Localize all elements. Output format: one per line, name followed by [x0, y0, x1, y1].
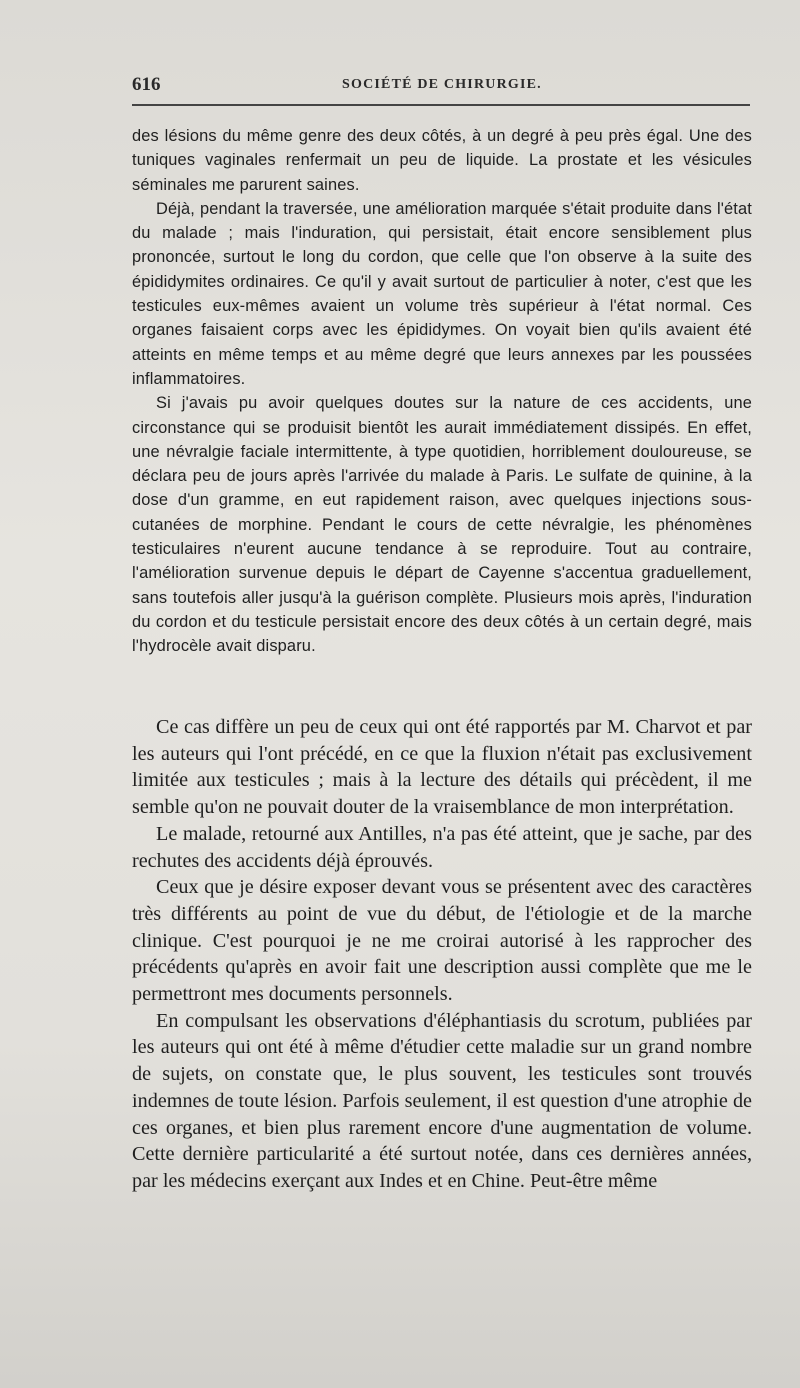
observation-paragraph-1: des lésions du même genre des deux côtés, à un degré à peu près égal. Une des tuniques vaginales renfermait un peu de liquide. La prostate et les vésicules séminales me parurent saines. [132, 127, 752, 194]
page-header [132, 74, 750, 100]
main-paragraph-2: Le malade, retourné aux Antilles, n'a pas été atteint, que je sache, par des rechutes des accidents déjà éprouvés. [132, 822, 752, 872]
main-text [132, 714, 752, 1195]
header-rule [132, 104, 750, 106]
main-paragraph-3: Ceux que je désire exposer devant vous se présentent avec des caractères très différents au point de vue du début, de l'étiologie et de la marche clinique. C'est pourquoi je ne me croirai autorisé à les rapprocher des précédents qu'après en avoir fait une description aussi complète que me le permettront mes documents personnels. [132, 876, 752, 1006]
running-title: SOCIÉTÉ DE CHIRURGIE. [342, 77, 542, 92]
page-number: 616 [132, 74, 161, 95]
quoted-observation [132, 124, 752, 659]
main-paragraph-1: Ce cas diffère un peu de ceux qui ont été rapportés par M. Charvot et par les auteurs qui l'ont précédé, en ce que la fluxion n'était pas exclusivement limitée aux testicules ; mais à la lecture des détails qui précèdent, il me semble qu'on ne pouvait douter de la vraisemblance de mon interprétation. [132, 716, 752, 819]
observation-paragraph-2: Déjà, pendant la traversée, une amélioration marquée s'était produite dans l'état du malade ; mais l'induration, qui persistait, était encore sensiblement plus prononcée, surtout le long du cordon, que celle que l'on observe à la suite des épididymites ordinaires. Ce qu'il y avait surtout de particulier à noter, c'est que les testicules eux-mêmes avaient un volume très supérieur à l'état normal. Ces organes faisaient corps avec les épididymes. On voyait bien qu'ils avaient été atteints en même temps et au même degré que leurs annexes par les poussées inflammatoires. [132, 199, 752, 388]
observation-paragraph-3: Si j'avais pu avoir quelques doutes sur la nature de ces accidents, une circonstance qui se produisit bientôt les aurait immédiatement dissipés. En effet, une névralgie faciale intermittente, à type quotidien, horriblement douloureuse, se déclara peu de jours après l'arrivée du malade à Paris. Le sulfate de quinine, à la dose d'un gramme, en eut rapidement raison, avec quelques injections sous-cutanées de morphine. Pendant le cours de cette névralgie, les phénomènes testiculaires n'eurent aucune tendance à se reproduire. Tout au contraire, l'amélioration survenue depuis le départ de Cayenne s'accentua graduellement, sans toutefois aller jusqu'à la guérison complète. Plusieurs mois après, l'induration du cordon et du testicule persistait encore des deux côtés à un certain degré, mais l'hydrocèle avait disparu. [132, 394, 752, 656]
main-paragraph-4: En compulsant les observations d'éléphantiasis du scrotum, publiées par les auteurs qui ont été à même d'étudier cette maladie sur un grand nombre de sujets, on constate que, le plus souvent, les testicules sont trouvés indemnes de toute lésion. Parfois seulement, il est question d'une atrophie de ces organes, et bien plus rarement encore d'une augmentation de volume. Cette dernière particularité a été surtout notée, dans ces dernières années, par les médecins exerçant aux Indes et en Chine. Peut-être même [132, 1009, 752, 1192]
